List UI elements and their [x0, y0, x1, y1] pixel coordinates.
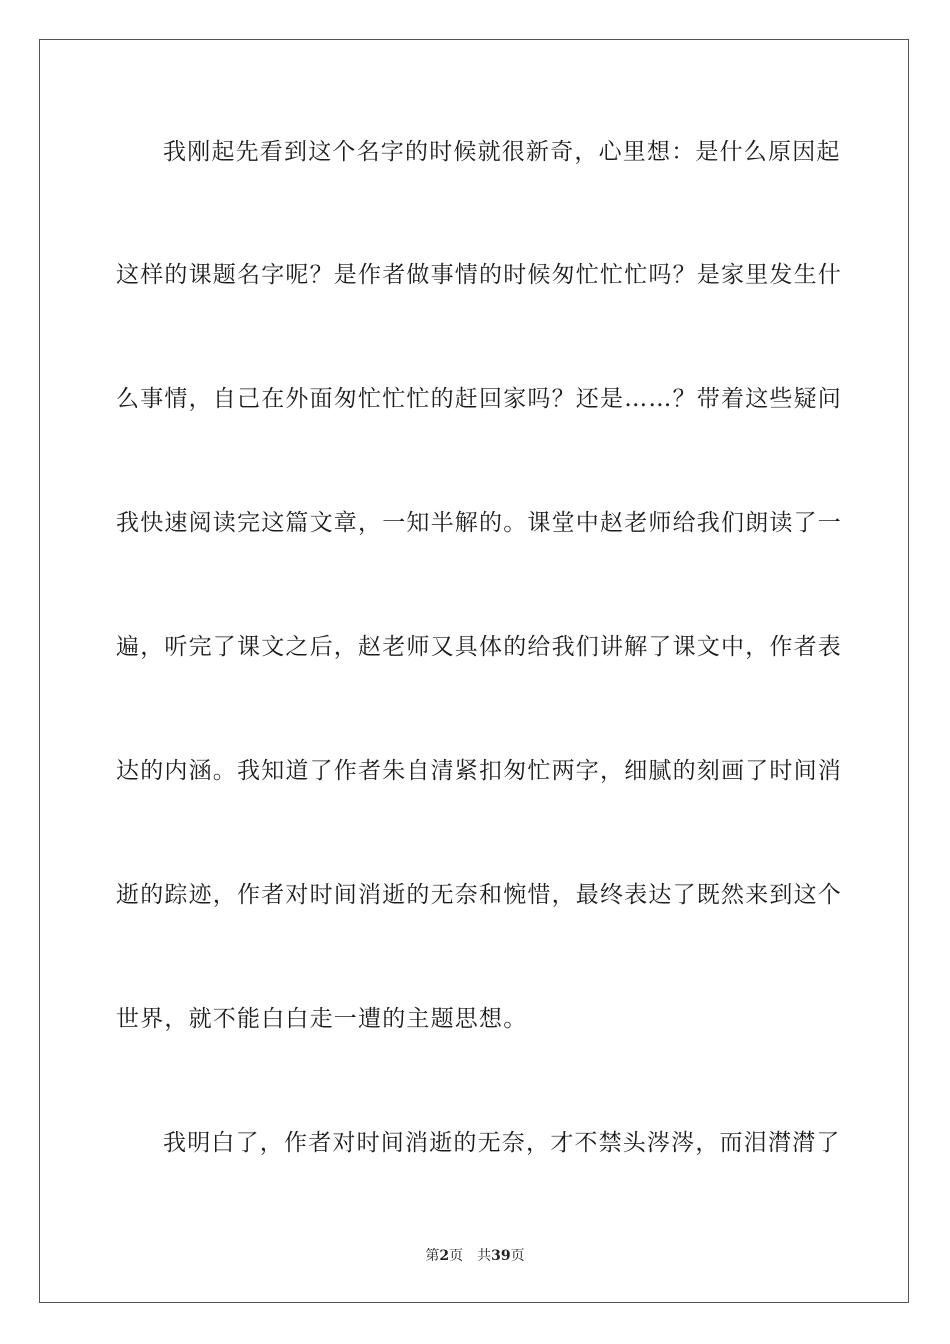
paragraph-1-line-2: 这样的课题名字呢？是作者做事情的时候匆忙忙忙吗？是家里发生什	[116, 262, 842, 288]
paragraph-1-line-1: 我刚起先看到这个名字的时候就很新奇，心里想：是什么原因起	[163, 139, 841, 165]
paragraph-1-line-6: 达的内涵。我知道了作者朱自清紧扣匆忙两字，细腻的刻画了时间消	[116, 758, 842, 784]
footer-total-prefix: 共	[477, 1248, 492, 1264]
paragraph-1-line-8: 世界，就不能白白走一遭的主题思想。	[116, 1006, 528, 1032]
paragraph-2-line-1: 我明白了，作者对时间消逝的无奈，才不禁头涔涔，而泪潸潸了	[163, 1130, 841, 1156]
paragraph-1-line-4: 我快速阅读完这篇文章，一知半解的。课堂中赵老师给我们朗读了一	[116, 510, 842, 536]
footer-page-suffix: 页	[449, 1248, 464, 1264]
footer-total-number: 39	[491, 1248, 511, 1264]
paragraph-1-line-7: 逝的踪迹，作者对时间消逝的无奈和惋惜，最终表达了既然来到这个	[116, 882, 842, 908]
paragraph-1-line-3: 么事情，自己在外面匆忙忙忙的赶回家吗？还是……？带着这些疑问	[116, 386, 842, 412]
footer-page-number: 2	[439, 1248, 450, 1264]
paragraph-1-line-5: 遍，听完了课文之后，赵老师又具体的给我们讲解了课文中，作者表	[116, 634, 842, 660]
page-footer	[0, 1246, 950, 1266]
footer-page-prefix: 第	[425, 1248, 440, 1264]
page-frame	[39, 39, 909, 1303]
footer-total-suffix: 页	[510, 1248, 525, 1264]
